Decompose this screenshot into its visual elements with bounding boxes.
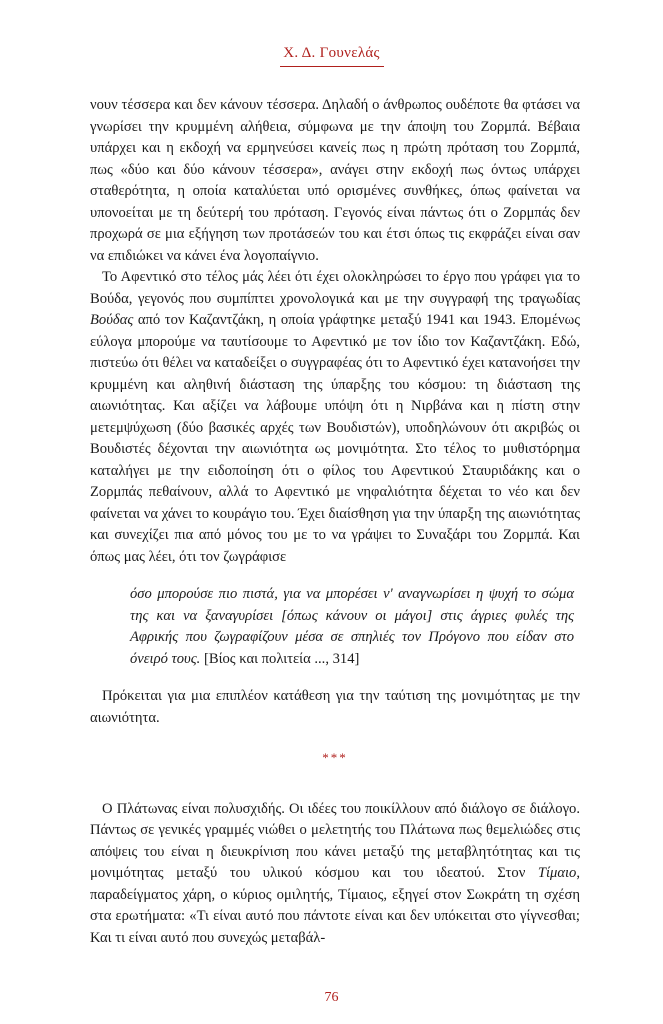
paragraph-2 [90, 267, 580, 568]
paragraph-4-part-b: , παραδείγματος χάρη, ο κύριος ομιλητής, Τίμαιος, εξηγεί στον Σωκράτη τη σχέση στα ερωτήματα: «Τι είναι αυτό που πάντοτε είναι και δεν υπόκειται στο γίγνεσθαι; Και τι είναι αυτό που συνεχώς μεταβάλ- [90, 865, 580, 946]
book-title-voudas: Βούδας [90, 312, 134, 328]
header-underline [280, 66, 384, 67]
running-title: Χ. Δ. Γουνελάς [283, 45, 380, 61]
block-quote-reference: [Βίος και πολιτεία ..., 314] [203, 650, 360, 667]
page-body [90, 95, 580, 949]
paragraph-4 [90, 799, 580, 950]
paragraph-1: νουν τέσσερα και δεν κάνουν τέσσερα. Δηλαδή ο άνθρωπος ουδέποτε θα φτάσει να γνωρίσει την κρυμμένη αλήθεια, σύμφωνα με την άποψη του Ζορμπά. Βέβαια υπάρχει και η εκδοχή να ερμηνεύσει κανείς πως η πρώτη πρόταση του Ζορμπά, πως «δύο και δύο κάνουν τέσσερα», ανάγει στην εκδοχή πως όντως υπάρχει σταθερότητα, η οποία καταλύεται υπό ορισμένες συνθήκες, όπως φαίνεται να υπονοείται με τη δεύτερή του πρόταση. Γεγονός είναι πάντως ότι ο Ζορμπάς δεν προχωρά σε μια εξήγηση των προτάσεών του και έτσι όπως τις εκφράζει είναι σαν να επιδιώκει να κάνει ένα λογοπαίγνιο. [90, 97, 580, 264]
block-quote-text: όσο μπορούσε πιο πιστά, για να μπορέσει ν' αναγνωρίσει η ψυχή το σώμα της και να ξαναγυρίσει [όπως κάνουν οι μάγοι] στις άγριες φυλές της Αφρικής που ζωγραφίζουν μέσα σε σπηλιές τον Πρόγονο που είδαν στο όνειρό τους. [130, 586, 574, 667]
page-number: 76 [324, 990, 339, 1005]
section-separator: *** [322, 750, 348, 765]
paragraph-3: Πρόκειται για μια επιπλέον κατάθεση για την ταύτιση της μονιμότητας με την αιωνιότητα. [90, 688, 580, 726]
work-title-timaios: Τίμαιο [537, 865, 577, 881]
running-header [0, 44, 663, 67]
paragraph-4-part-a: Ο Πλάτωνας είναι πολυσχιδής. Οι ιδέες του ποικίλλουν από διάλογο σε διάλογο. Πάντως σε γενικές γραμμές νιώθει ο μελετητής του Πλάτωνα πως θεμελιώδες στις απόψεις του είναι η διευκρίνιση που κάνει μεταξύ της μεταβλητότητας και τις μονιμότητας μεταξύ του υλικού κόσμου και του ιδεατού. Στον [90, 800, 580, 881]
block-quote [90, 584, 580, 670]
paragraph-2-part-a: Το Αφεντικό στο τέλος μάς λέει ότι έχει ολοκληρώσει το έργο που γράφει για το Βούδα, γεγονός που συμπίπτει χρονολογικά και με την συγγραφή της τραγωδίας [90, 269, 580, 307]
paragraph-2-part-b: από τον Καζαντζάκη, η οποία γράφτηκε μεταξύ 1941 και 1943. Επομένως εύλογα μπορούμε να ταυτίσουμε το Αφεντικό με τον ίδιο τον Καζαντζάκη. Εδώ, πιστεύω ότι θέλει να καταδείξει ο συγγραφέας ότι το Αφεντικό έχει κατανοήσει την κρυμμένη και αληθινή διάσταση της ύπαρξης του κόσμου: τη διάσταση της αιωνιότητας. Και αξίζει να λάβουμε υπόψη ότι η Νιρβάνα και η πίστη στην μετεμψύχωση (δύο βασικές αρχές των Βουδιστών), υποδηλώνουν ότι ακριβώς οι Βουδιστές δέχονται την αιωνιότητα ως μονιμότητα. Στο τέλος το μυθιστόρημα καταλήγει με την ειδοποίηση ότι ο φίλος του Αφεντικού Σταυριδάκης και ο Ζορμπάς πεθαίνουν, αλλά το Αφεντικό με νηφαλιότητα δέχεται το νέο και δεν φαίνεται να χάνει το κουράγιο του. Έχει διαίσθηση για την ύπαρξη της αιωνιότητας και συνεχίζει πια από μόνος του με το να γράψει το Συναξάρι του Ζορμπά. Και όπως μας λέει, ότι τον ζωγράφισε [90, 312, 580, 565]
